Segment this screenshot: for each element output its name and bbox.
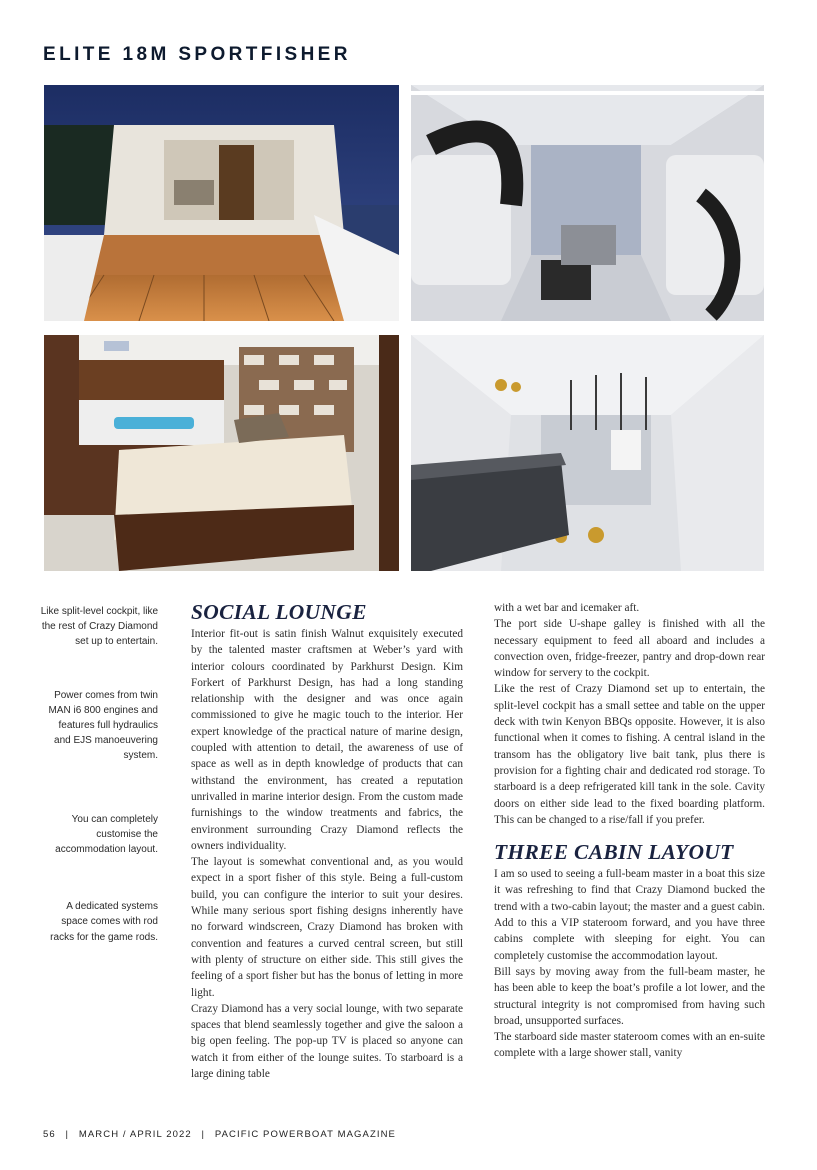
section-heading-three-cabin-layout: THREE CABIN LAYOUT — [494, 840, 734, 865]
article-paragraph: The port side U-shape galley is finished with all the necessary equipment to feed all aboard and includes a convection oven, fridge-freezer, pantry and drop-down rear window for servery to the cockpit. — [494, 618, 765, 680]
photo-master-cabin — [44, 335, 399, 571]
photo-caption: You can completely customise the accommodation layout. — [55, 813, 158, 856]
photo-cockpit — [44, 85, 399, 321]
page-header-title: ELITE 18M SPORTFISHER — [43, 44, 351, 65]
article-paragraph: with a wet bar and icemaker aft. — [494, 602, 640, 614]
systems-space-photo — [411, 335, 764, 571]
photo-caption: Power comes from twin MAN i6 800 engines and features full hydraulics and EJS manoeuvering system. — [48, 689, 158, 762]
page-footer — [43, 1129, 402, 1140]
photo-systems-space — [411, 335, 764, 571]
master-cabin-photo — [44, 335, 399, 571]
article-paragraph: Interior fit-out is satin finish Walnut exquisitely executed by the talented master craftsmen at Weber’s yard with interior colours coordinated by Parkhurst Design. Kim Forkert of Parkhurst Design, has had a long standing relationship with the designer and was once again commissioned to give he magic touch to the interior. Her expert knowledge of the practical nature of marine design, coupled with attention to detail, the awareness of use of space as well as in depth knowledge of products that can withstand the environment, has created a reputation unrivalled in marine interior design. From the custom made furnishings to the window treatments and fabrics, the environment surrounding Crazy Diamond reflects the owners individuality. — [191, 628, 463, 852]
article-paragraph: Bill says by moving away from the full-beam master, he has been able to keep the boat’s profile a lot lower, and the structural integrity is not compromised from having such broad, unsupported surfaces. — [494, 965, 765, 1027]
article-paragraph: The starboard side master stateroom comes with an en-suite complete with a large shower stall, vanity — [494, 1031, 765, 1060]
footer-separator: | — [201, 1129, 206, 1140]
article-paragraph: Crazy Diamond has a very social lounge, with two separate spaces that blend seamlessly together and give the saloon a big open feeling. The pop-up TV is placed so anyone can watch it from either of the lounge suites. To starboard is a large dining table — [191, 1002, 463, 1081]
section-heading-social-lounge: SOCIAL LOUNGE — [191, 600, 367, 624]
caption-column — [40, 604, 158, 987]
article-paragraph: I am so used to seeing a full-beam master in a boat this size it was refreshing to find that Crazy Diamond bucked the trend with a two-cabin layout; the master and a guest cabin. Add to this a VIP stateroom forward, and you have three cabins complete with sleeping for eight. You can completely customise the accommodation layout. — [494, 868, 765, 962]
page-number: 56 — [43, 1129, 56, 1140]
photo-caption: A dedicated systems space comes with rod racks for the game rods. — [50, 901, 158, 943]
engine-room-photo — [411, 85, 764, 321]
issue-date: MARCH / APRIL 2022 — [78, 1129, 192, 1140]
magazine-name: PACIFIC POWERBOAT MAGAZINE — [214, 1129, 396, 1140]
article-paragraph: Like the rest of Crazy Diamond set up to entertain, the split-level cockpit has a small settee and table on the upper deck with twin Kenyon BBQs opposite. However, it is also functional when it comes to fishing. A central island in the transom has the obligatory live bait tank, plus there is provision for a fighting chair and dedicated rod storage. To starboard is a deep refrigerated kill tank in the sole. Cavity doors on either side lead to the fixed boarding platform. This can be changed to a rise/fall if you prefer. — [494, 683, 765, 826]
yacht-cockpit-photo — [44, 85, 399, 321]
article-column-1 — [191, 600, 463, 1082]
photo-engine-room — [411, 85, 764, 321]
article-column-2 — [494, 600, 765, 1062]
footer-separator: | — [65, 1129, 70, 1140]
article-paragraph: The layout is somewhat conventional and, as you would expect in a sport fisher of this style. Being a full-custom build, you can configure the interior to suit your desires. While many serious sport fishing designs inherently have no forward windscreen, Crazy Diamond has broken with convention and features a curved central screen, but still with plenty of structure on either side. This still gives the feeling of a sport fisher but has the bonus of letting in more light. — [191, 856, 463, 999]
photo-caption: Like split-level cockpit, like the rest of Crazy Diamond set up to entertain. — [40, 606, 158, 648]
